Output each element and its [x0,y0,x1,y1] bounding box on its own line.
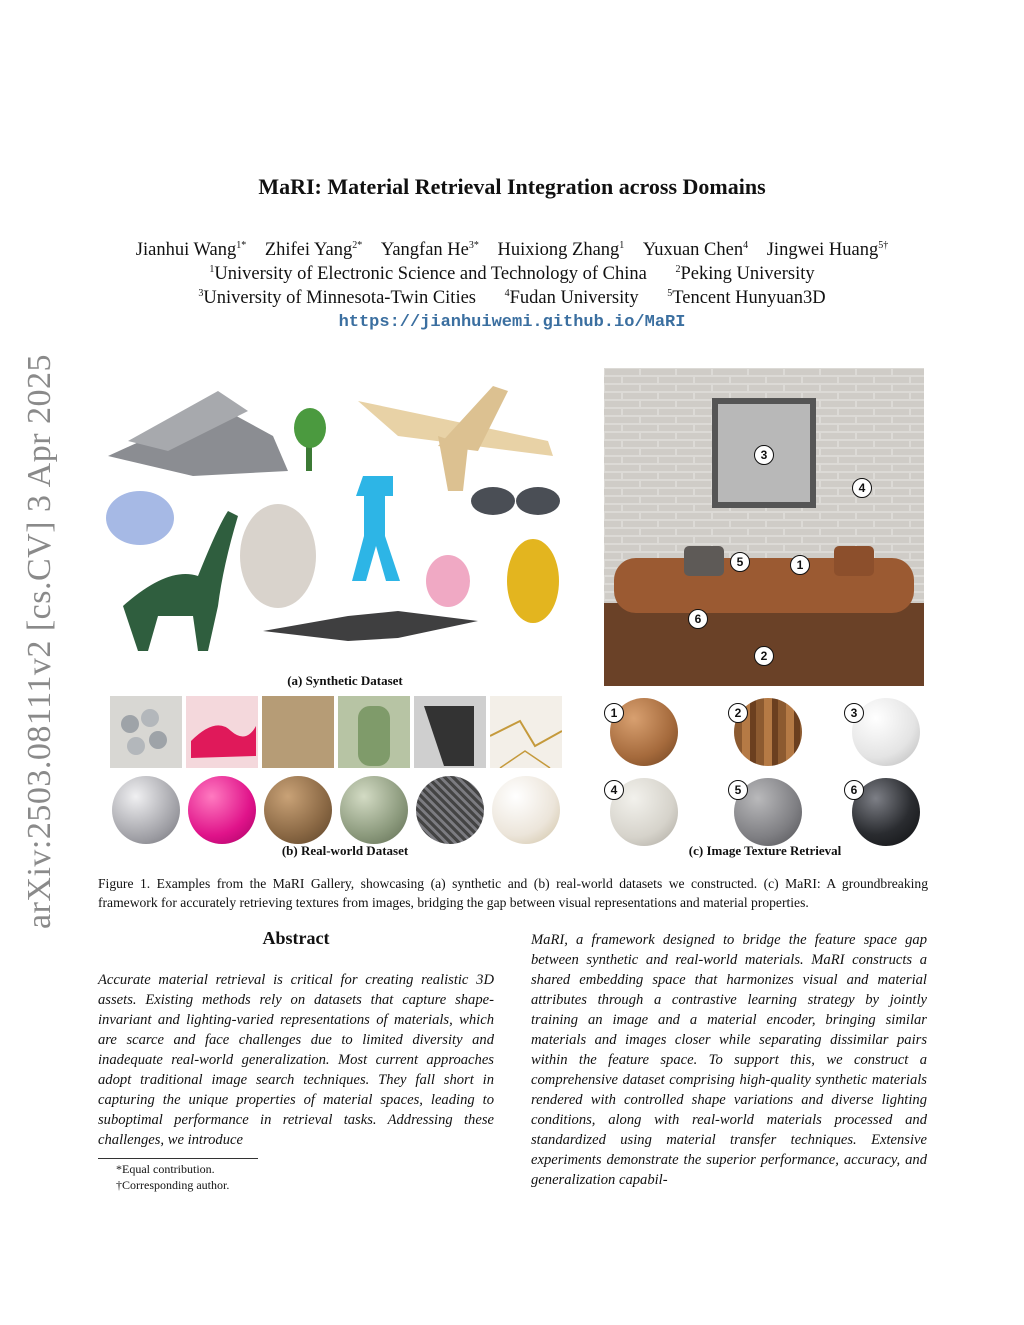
room-scene-image [604,368,924,686]
badge-4: 4 [852,478,872,498]
badge-3: 3 [844,703,864,723]
footnote-corresponding: †Corresponding author. [116,1178,230,1192]
material-sphere [340,776,408,844]
affiliation-line-2 [0,288,1024,309]
material-sphere [264,776,332,844]
tree-shape [294,408,326,448]
bust-shape [240,504,316,608]
material-sphere [188,776,256,844]
real-photo [490,696,562,768]
author: Yuxuan Chen$^4$ [642,240,749,261]
badge-1: 1 [790,555,810,575]
affiliation: $^3$University of Minnesota-Twin Cities [198,288,476,309]
author-list [0,240,1024,261]
author: Jingwei Huang$^{5\dagger}$ [766,240,889,261]
real-photo [110,696,182,768]
abstract-heading: Abstract [262,928,330,948]
affiliation: $^4$Fudan University [504,288,639,309]
figure-shape [352,476,400,581]
badge-5: 5 [728,780,748,800]
footnote-equal: *Equal contribution. [116,1162,215,1176]
affiliation: $^5$Tencent Hunyuan3D [667,288,826,309]
affiliation: $^1$University of Electronic Science and Technology of China [209,264,647,285]
material-sphere [416,776,484,844]
label-texture-retrieval: (c) Image Texture Retrieval [688,843,842,858]
footnote-rule [98,1158,258,1159]
teapot-shape [106,491,174,545]
author: Zhifei Yang$^{2*}$ [264,240,363,261]
badge-6: 6 [844,780,864,800]
author: Yangfan $He^{3*}$ [380,240,479,261]
author: Huixiong Zhang$^1$ [497,240,625,261]
label-synthetic: (a) Synthetic Dataset [287,673,403,688]
abstract-right-column: MaRI, a framework designed to bridge the feature space gap between synthetic and real-world materials. MaRI constructs a shared embedding space that harmonizes visual and material attributes through a contrastive learning strategy by jointly training an image and a material encoder, bringing similar materials and images closer while separating dissimilar pairs within the feature space. To support this, we construct a comprehensive dataset comprising high-quality synthetic materials rendered with controlled shape variations and diverse lighting conditions, along with real-world materials processed and standardized using material transfer techniques. Extensive experiments demonstrate the superior performance, accuracy, and generalization capabil- [531,932,927,1188]
knife-shape [263,611,478,641]
badge-6: 6 [688,609,708,629]
real-photo [414,696,486,768]
sunglasses-shape [471,487,515,515]
pig-shape [426,555,470,607]
material-sphere [112,776,180,844]
synthetic-dataset-image [98,366,568,671]
figure-caption: Figure 1. Examples from the MaRI Gallery, showcasing (a) synthetic and (b) real-world datasets we constructed. (c) MaRI: A groundbreaking framework for accurately retrieving textures from images, bridging the gap between visual representations and material properties. [98,876,928,910]
material-sphere [492,776,560,844]
badge-2: 2 [754,646,774,666]
gold-figure-shape [507,539,559,623]
badge-1: 1 [604,703,624,723]
project-link[interactable]: https://jianhuiwemi.github.io/MaRI [338,313,686,332]
badge-2: 2 [728,703,748,723]
badge-4: 4 [604,780,624,800]
badge-5: 5 [730,552,750,572]
paper-title: MaRI: Material Retrieval Integration across Domains [258,174,766,199]
arxiv-identifier: arXiv:2503.08111v2 [cs.CV] 3 Apr 2025 [21,353,58,929]
real-photo [262,696,334,768]
author: Jianhui Wang$^{1*}$ [135,240,247,261]
wood-floor [604,603,924,686]
badge-3: 3 [754,445,774,465]
affiliation-line-1 [0,264,1024,285]
label-real-world: (b) Real-world Dataset [281,843,409,858]
abstract-left-column: Accurate material retrieval is critical for creating realistic 3D assets. Existing methods rely on datasets that capture shape-invariant and lighting-varied representations of materials, which are scarce and face challenges due to limited diversity and inadequate real-world generalization. Most current approaches adopt traditional image search techniques. They fall short in capturing the unique properties of material spaces, leading to suboptimal performance in retrieval tasks. Addressing these challenges, we introduce [98,972,494,1148]
real-photo [338,696,410,768]
real-photo [186,696,258,768]
affiliation: $^2$Peking University [675,264,815,285]
